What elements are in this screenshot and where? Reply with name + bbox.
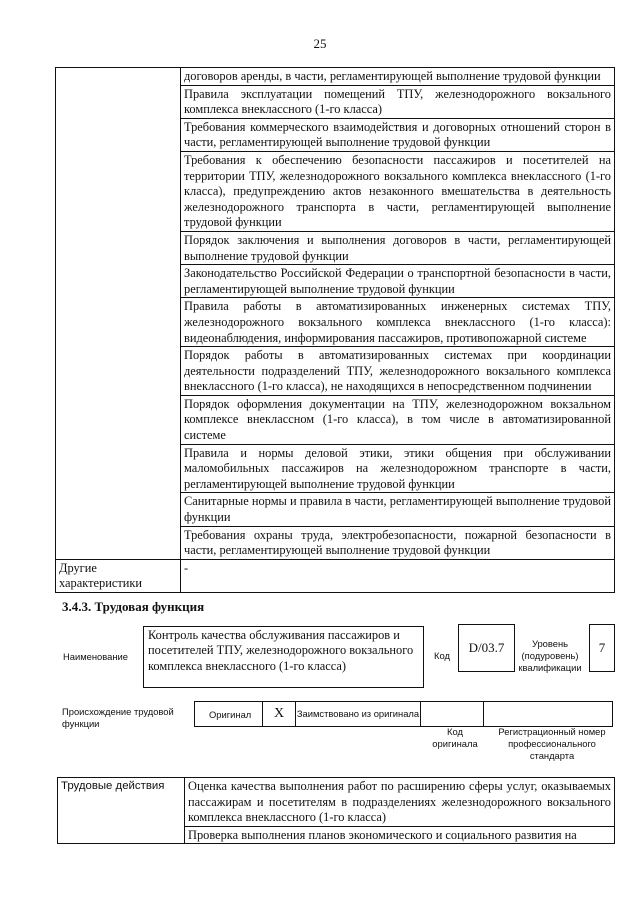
original-label-cell	[195, 702, 263, 727]
knowledge-item: Правила и нормы деловой этики, этики общения при обслуживании маломобильных пассажиров на железнодорожном транспорте в части, регламентирующей выполнение трудовой функции	[181, 444, 615, 493]
code-label: Код	[434, 650, 450, 661]
origin-table	[194, 701, 613, 727]
page-number: 25	[313, 36, 327, 51]
reg-number-cell	[484, 702, 613, 727]
level-value-box: 7	[589, 624, 615, 672]
table-row	[56, 68, 615, 86]
other-characteristics-value: -	[181, 559, 615, 592]
other-characteristics-label: Другие характеристики	[56, 559, 181, 592]
function-name-box: Контроль качества обслуживания пассажиров и посетителей ТПУ, железнодорожного вокзального комплекса внеклассного (1-го класса)	[143, 626, 424, 688]
knowledge-label-cell	[56, 68, 181, 560]
level-label: Уровень (подуровень) квалификации	[518, 638, 582, 673]
table-row	[58, 778, 615, 827]
table-row	[56, 559, 615, 592]
original-mark-cell	[263, 702, 296, 727]
knowledge-item: Требования к обеспечению безопасности пассажиров и посетителей на территории ТПУ, железнодорожного вокзального комплекса внеклассного (1-го класса), предупреждению актов незаконного вмешательства в деятельность железнодорожного транспорта в части, регламентирующей выполнение трудовой функции	[181, 151, 615, 231]
knowledge-item: Правила эксплуатации помещений ТПУ, железнодорожного вокзального комплекса внеклассного (1-го класса)	[181, 85, 615, 118]
labor-action-item: Проверка выполнения планов экономического и социального развития на	[185, 826, 615, 844]
name-label: Наименование	[63, 651, 128, 662]
borrowed-label-cell	[296, 702, 421, 727]
origin-label: Происхождение трудовой функции	[62, 706, 174, 729]
original-label: Оригинал	[209, 708, 252, 720]
origin-code-label: Код оригинала	[432, 726, 478, 749]
knowledge-item: Требования охраны труда, электробезопасности, пожарной безопасности в части, регламентирующей выполнение трудовой функции	[181, 526, 615, 559]
required-knowledge-table	[55, 67, 615, 593]
original-mark: X	[273, 706, 285, 721]
reg-number-label: Регистрационный номер профессионального стандарта	[498, 726, 606, 761]
labor-actions-table	[57, 777, 615, 844]
knowledge-item: Законодательство Российской Федерации о транспортной безопасности в части, регламентирующей выполнение трудовой функции	[181, 265, 615, 298]
knowledge-item: Правила работы в автоматизированных инженерных системах ТПУ, железнодорожного вокзального комплекса внеклассного (1-го класса): видеонаблюдения, информирования пассажиров, противопожарной системе	[181, 298, 615, 347]
knowledge-item: договоров аренды, в части, регламентирующей выполнение трудовой функции	[181, 68, 615, 86]
knowledge-item: Порядок оформления документации на ТПУ, железнодорожном вокзальном комплексе внеклассном (1-го класса), в том числе в автоматизированной системе	[181, 395, 615, 444]
code-value-box: D/03.7	[458, 624, 515, 672]
labor-actions-label: Трудовые действия	[58, 778, 185, 844]
knowledge-item: Порядок работы в автоматизированных системах при координации деятельности подразделений ТПУ, железнодорожного вокзального комплекса внеклассного (1-го класса), не находящихся в непосредственном подчинении	[181, 347, 615, 396]
labor-action-item: Оценка качества выполнения работ по расширению сферы услуг, оказываемых пассажирам и посетителям в подразделениях железнодорожного вокзального комплекса внеклассного (1-го класса)	[185, 778, 615, 827]
table-row	[195, 702, 613, 727]
origin-code-cell	[421, 702, 484, 727]
borrowed-label: Заимствовано из оригинала	[296, 708, 420, 719]
knowledge-item: Санитарные нормы и правила в части, регламентирующей выполнение трудовой функции	[181, 493, 615, 526]
knowledge-item: Требования коммерческого взаимодействия и договорных отношений сторон в части, регламентирующей выполнение трудовой функции	[181, 118, 615, 151]
section-heading: 3.4.3. Трудовая функция	[62, 599, 205, 614]
knowledge-item: Порядок заключения и выполнения договоров в части, регламентирующей выполнение трудовой функции	[181, 231, 615, 264]
